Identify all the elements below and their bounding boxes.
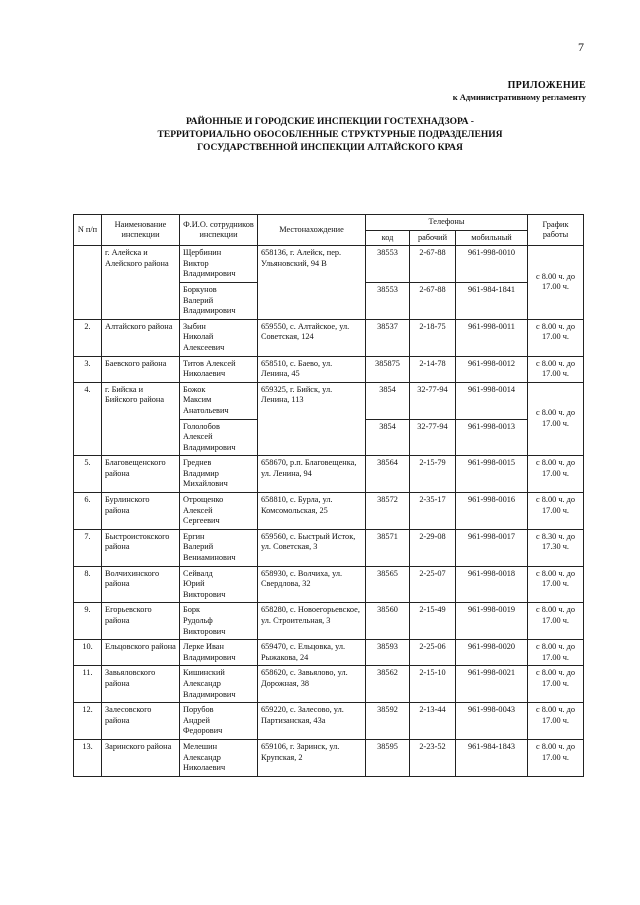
header-schedule: График работы	[528, 215, 584, 246]
cell-num: 12.	[74, 703, 102, 740]
cell-inspection-name: Залесовского района	[102, 703, 180, 740]
cell-phone-mobile: 961-984-1843	[456, 739, 528, 776]
cell-num: 7.	[74, 529, 102, 566]
table-row	[74, 529, 584, 566]
cell-location: 659220, с. Залесово, ул. Партизанская, 43а	[258, 703, 366, 740]
cell-num: 6.	[74, 493, 102, 530]
document-title-line: ГОСУДАРСТВЕННОЙ ИНСПЕКЦИИ АЛТАЙСКОГО КРАЯ	[197, 143, 463, 153]
cell-phone-code: 38571	[366, 529, 410, 566]
cell-num: 5.	[74, 456, 102, 493]
cell-employee-fio: Титов Алексей Николаевич	[180, 356, 258, 382]
cell-phone-work: 2-29-08	[410, 529, 456, 566]
cell-location: 659560, с. Быстрый Исток, ул. Советская, 3	[258, 529, 366, 566]
cell-phone-work: 2-15-49	[410, 603, 456, 640]
table-row	[74, 703, 584, 740]
cell-employee-fio: Щербинин Виктор Владимирович	[180, 246, 258, 283]
appendix-title: ПРИЛОЖЕНИЕ	[507, 80, 586, 91]
cell-phone-work: 2-25-06	[410, 640, 456, 666]
cell-phone-mobile: 961-998-0012	[456, 356, 528, 382]
cell-phone-code: 385875	[366, 356, 410, 382]
cell-schedule: с 8.00 ч. до 17.00 ч.	[528, 493, 584, 530]
cell-phone-work: 32-77-94	[410, 419, 456, 456]
cell-num	[74, 246, 102, 320]
cell-inspection-name: Егорьевского района	[102, 603, 180, 640]
cell-employee-fio: Лерке Иван Владимирович	[180, 640, 258, 666]
cell-schedule: с 8.00 ч. до 17.00 ч.	[528, 703, 584, 740]
header-code: код	[366, 230, 410, 246]
cell-inspection-name: Благовещенского района	[102, 456, 180, 493]
cell-phone-work: 2-18-75	[410, 319, 456, 356]
cell-phone-code: 38560	[366, 603, 410, 640]
cell-location: 659325, г. Бийск, ул. Ленина, 113	[258, 382, 366, 456]
cell-schedule: с 8.00 ч. до 17.00 ч.	[528, 382, 584, 456]
cell-phone-work: 2-15-79	[410, 456, 456, 493]
cell-phone-work: 2-23-52	[410, 739, 456, 776]
cell-phone-code: 38595	[366, 739, 410, 776]
cell-phone-code: 38592	[366, 703, 410, 740]
cell-phone-mobile: 961-998-0014	[456, 382, 528, 419]
cell-phone-mobile: 961-998-0017	[456, 529, 528, 566]
cell-employee-fio: Зыбин Николай Алексеевич	[180, 319, 258, 356]
cell-num: 2.	[74, 319, 102, 356]
document-title-line: РАЙОННЫЕ И ГОРОДСКИЕ ИНСПЕКЦИИ ГОСТЕХНАДЗОРА -	[186, 117, 474, 127]
header-work: рабочий	[410, 230, 456, 246]
cell-phone-work: 2-14-78	[410, 356, 456, 382]
cell-phone-mobile: 961-998-0010	[456, 246, 528, 283]
cell-location: 658510, с. Баево, ул. Ленина, 45	[258, 356, 366, 382]
header-mobile: мобильный	[456, 230, 528, 246]
cell-num: 13.	[74, 739, 102, 776]
cell-phone-code: 38562	[366, 666, 410, 703]
table-row	[74, 382, 584, 419]
cell-employee-fio: Боркунов Валерий Владимирович	[180, 282, 258, 319]
cell-phone-mobile: 961-984-1841	[456, 282, 528, 319]
header-name: Наименование инспекции	[102, 215, 180, 246]
cell-phone-mobile: 961-998-0013	[456, 419, 528, 456]
cell-location: 659470, с. Ельцовка, ул. Рыжакова, 24	[258, 640, 366, 666]
cell-phone-mobile: 961-998-0018	[456, 566, 528, 603]
cell-phone-mobile: 961-998-0019	[456, 603, 528, 640]
header-location: Местонахождение	[258, 215, 366, 246]
cell-phone-mobile: 961-998-0011	[456, 319, 528, 356]
cell-inspection-name: Баевского района	[102, 356, 180, 382]
table-row	[74, 566, 584, 603]
cell-phone-mobile: 961-998-0021	[456, 666, 528, 703]
cell-employee-fio: Мелешин Александр Николаевич	[180, 739, 258, 776]
table-body	[74, 246, 584, 777]
cell-phone-mobile: 961-998-0016	[456, 493, 528, 530]
cell-schedule: с 8.00 ч. до 17.00 ч.	[528, 356, 584, 382]
cell-num: 9.	[74, 603, 102, 640]
cell-schedule: с 8.00 ч. до 17.00 ч.	[528, 666, 584, 703]
inspections-table	[73, 214, 584, 777]
document-title-line: ТЕРРИТОРИАЛЬНО ОБОСОБЛЕННЫЕ СТРУКТУРНЫЕ ПОДРАЗДЕЛЕНИЯ	[157, 130, 503, 140]
table-row	[74, 493, 584, 530]
cell-inspection-name: Заринского района	[102, 739, 180, 776]
cell-phone-code: 38565	[366, 566, 410, 603]
document-title	[120, 116, 540, 155]
cell-inspection-name: Ельцовского района	[102, 640, 180, 666]
cell-phone-code: 38553	[366, 282, 410, 319]
table-row	[74, 456, 584, 493]
header-phones: Телефоны	[366, 215, 528, 231]
cell-phone-mobile: 961-998-0020	[456, 640, 528, 666]
cell-phone-code: 3854	[366, 419, 410, 456]
cell-employee-fio: Ергин Валерий Вениаминович	[180, 529, 258, 566]
cell-location: 659106, г. Заринск, ул. Крупская, 2	[258, 739, 366, 776]
header-num: N п/п	[74, 215, 102, 246]
cell-phone-code: 38553	[366, 246, 410, 283]
cell-phone-work: 2-25-07	[410, 566, 456, 603]
cell-employee-fio: Порубов Андрей Федорович	[180, 703, 258, 740]
cell-location: 659550, с. Алтайское, ул. Советская, 124	[258, 319, 366, 356]
cell-inspection-name: Волчихинского района	[102, 566, 180, 603]
cell-schedule: с 8.30 ч. до 17.30 ч.	[528, 529, 584, 566]
cell-schedule: с 8.00 ч. до 17.00 ч.	[528, 566, 584, 603]
cell-location: 658136, г. Алейск, пер. Ульяновский, 94 В	[258, 246, 366, 320]
cell-phone-work: 2-35-17	[410, 493, 456, 530]
cell-employee-fio: Божок Максим Анатольевич	[180, 382, 258, 419]
cell-schedule: с 8.00 ч. до 17.00 ч.	[528, 739, 584, 776]
cell-inspection-name: г. Бийска и Бийского района	[102, 382, 180, 456]
cell-schedule: с 8.00 ч. до 17.00 ч.	[528, 603, 584, 640]
cell-num: 11.	[74, 666, 102, 703]
cell-num: 8.	[74, 566, 102, 603]
cell-employee-fio: Борк Рудольф Викторович	[180, 603, 258, 640]
cell-employee-fio: Греднев Владимир Михайлович	[180, 456, 258, 493]
table-row	[74, 319, 584, 356]
cell-location: 658670, р.п. Благовещенка, ул. Ленина, 94	[258, 456, 366, 493]
table-header-row	[74, 215, 584, 231]
cell-phone-work: 2-13-44	[410, 703, 456, 740]
cell-phone-code: 38593	[366, 640, 410, 666]
cell-employee-fio: Гололобов Алексей Владимирович	[180, 419, 258, 456]
table-row	[74, 603, 584, 640]
cell-schedule: с 8.00 ч. до 17.00 ч.	[528, 640, 584, 666]
cell-location: 658810, с. Бурла, ул. Комсомольская, 25	[258, 493, 366, 530]
cell-location: 658620, с. Завьялово, ул. Дорожная, 38	[258, 666, 366, 703]
appendix-block	[453, 80, 586, 102]
table-row	[74, 246, 584, 283]
page-number: 7	[578, 40, 584, 54]
cell-phone-work: 2-15-10	[410, 666, 456, 703]
cell-phone-code: 3854	[366, 382, 410, 419]
cell-phone-work: 2-67-88	[410, 282, 456, 319]
cell-employee-fio: Кишинский Александр Владимирович	[180, 666, 258, 703]
cell-location: 658930, с. Волчиха, ул. Свердлова, 32	[258, 566, 366, 603]
cell-schedule: с 8.00 ч. до 17.00 ч.	[528, 319, 584, 356]
cell-num: 4.	[74, 382, 102, 456]
cell-phone-code: 38537	[366, 319, 410, 356]
table-row	[74, 739, 584, 776]
cell-num: 10.	[74, 640, 102, 666]
cell-num: 3.	[74, 356, 102, 382]
cell-location: 658280, с. Новоегорьевское, ул. Строительная, 3	[258, 603, 366, 640]
cell-inspection-name: Быстроистокского района	[102, 529, 180, 566]
cell-inspection-name: Бурлинского района	[102, 493, 180, 530]
appendix-subtitle: к Административному регламенту	[452, 92, 586, 102]
table-row	[74, 666, 584, 703]
cell-schedule: с 8.00 ч. до 17.00 ч.	[528, 456, 584, 493]
cell-schedule: с 8.00 ч. до 17.00 ч.	[528, 246, 584, 320]
table-row	[74, 640, 584, 666]
cell-phone-mobile: 961-998-0015	[456, 456, 528, 493]
cell-inspection-name: Алтайского района	[102, 319, 180, 356]
cell-phone-work: 32-77-94	[410, 382, 456, 419]
cell-employee-fio: Отрощенко Алексей Сергеевич	[180, 493, 258, 530]
cell-phone-mobile: 961-998-0043	[456, 703, 528, 740]
cell-inspection-name: г. Алейска и Алейского района	[102, 246, 180, 320]
table-row	[74, 356, 584, 382]
cell-phone-code: 38572	[366, 493, 410, 530]
header-fio: Ф.И.О. сотрудников инспекции	[180, 215, 258, 246]
cell-inspection-name: Завьяловского района	[102, 666, 180, 703]
cell-phone-code: 38564	[366, 456, 410, 493]
cell-employee-fio: Сейвалд Юрий Викторович	[180, 566, 258, 603]
cell-phone-work: 2-67-88	[410, 246, 456, 283]
